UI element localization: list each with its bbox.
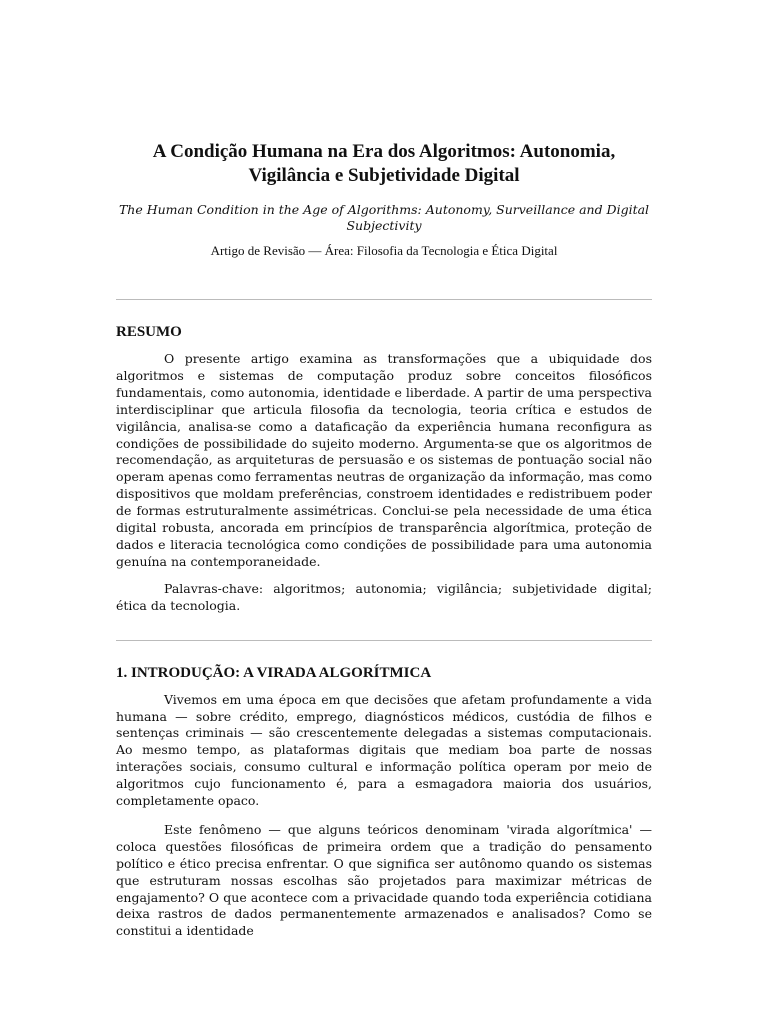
english-title: The Human Condition in the Age of Algorithms: Autonomy, Surveillance and Digital Subjectivity [118,202,650,233]
abstract-paragraph: O presente artigo examina as transformações que a ubiquidade dos algoritmos e sistemas de computação produz sobre conceitos filosóficos fundamentais, como autonomia, identidade e liberdade. A partir de uma perspectiva interdisciplinar que articula filosofia da tecnologia, teoria crítica e estudos de vigilância, analisa-se como a dataficação da experiência humana reconfigura as condições de possibilidade do sujeito moderno. Argumenta-se que os algoritmos de recomendação, as arquiteturas de persuasão e os sistemas de pontuação social não operam apenas como ferramentas neutras de organização da informação, mas como dispositivos que moldam preferências, constroem identidades e redistribuem poder de formas estruturalmente assimétricas. Conclui-se pela necessidade de uma ética digital robusta, ancorada em princípios de transparência algorítmica, proteção de dados e literacia tecnológica como condições de possibilidade para uma autonomia genuína na contemporaneidade. [116,351,652,569]
paper-page [116,0,652,940]
section-divider [116,299,652,300]
introduction-paragraph: Este fenômeno — que alguns teóricos denominam 'virada algorítmica' — coloca questões filosóficas de primeira ordem que a tradição do pensamento político e ético precisa enfrentar. O que significa ser autônomo quando os sistemas que estruturam nossas escolhas são projetados para maximizar métricas de engajamento? O que acontece com a privacidade quando toda experiência cotidiana deixa rastros de dados permanentemente armazenados e analisados? Como se constitui a identidade [116,821,652,939]
article-type-line: Artigo de Revisão — Área: Filosofia da Tecnologia e Ética Digital [210,243,558,258]
abstract-heading: RESUMO [116,324,182,340]
section-divider [116,640,652,641]
paper-title: A Condição Humana na Era dos Algoritmos: Autonomia, Vigilância e Subjetividade Digital [152,141,616,186]
introduction-heading: 1. INTRODUÇÃO: A VIRADA ALGORÍTMICA [116,664,432,681]
keywords-paragraph: Palavras-chave: algoritmos; autonomia; vigilância; subjetividade digital; ética da tecnologia. [116,580,652,613]
introduction-paragraph: Vivemos em uma época em que decisões que afetam profundamente a vida humana — sobre crédito, emprego, diagnósticos médicos, custódia de filhos e sentenças criminais — são crescentemente delegadas a sistemas computacionais. Ao mesmo tempo, as plataformas digitais que mediam boa parte de nossas interações sociais, consumo cultural e informação política operam por meio de algoritmos cujo funcionamento é, para a esmagadora maioria dos usuários, completamente opaco. [116,691,652,809]
